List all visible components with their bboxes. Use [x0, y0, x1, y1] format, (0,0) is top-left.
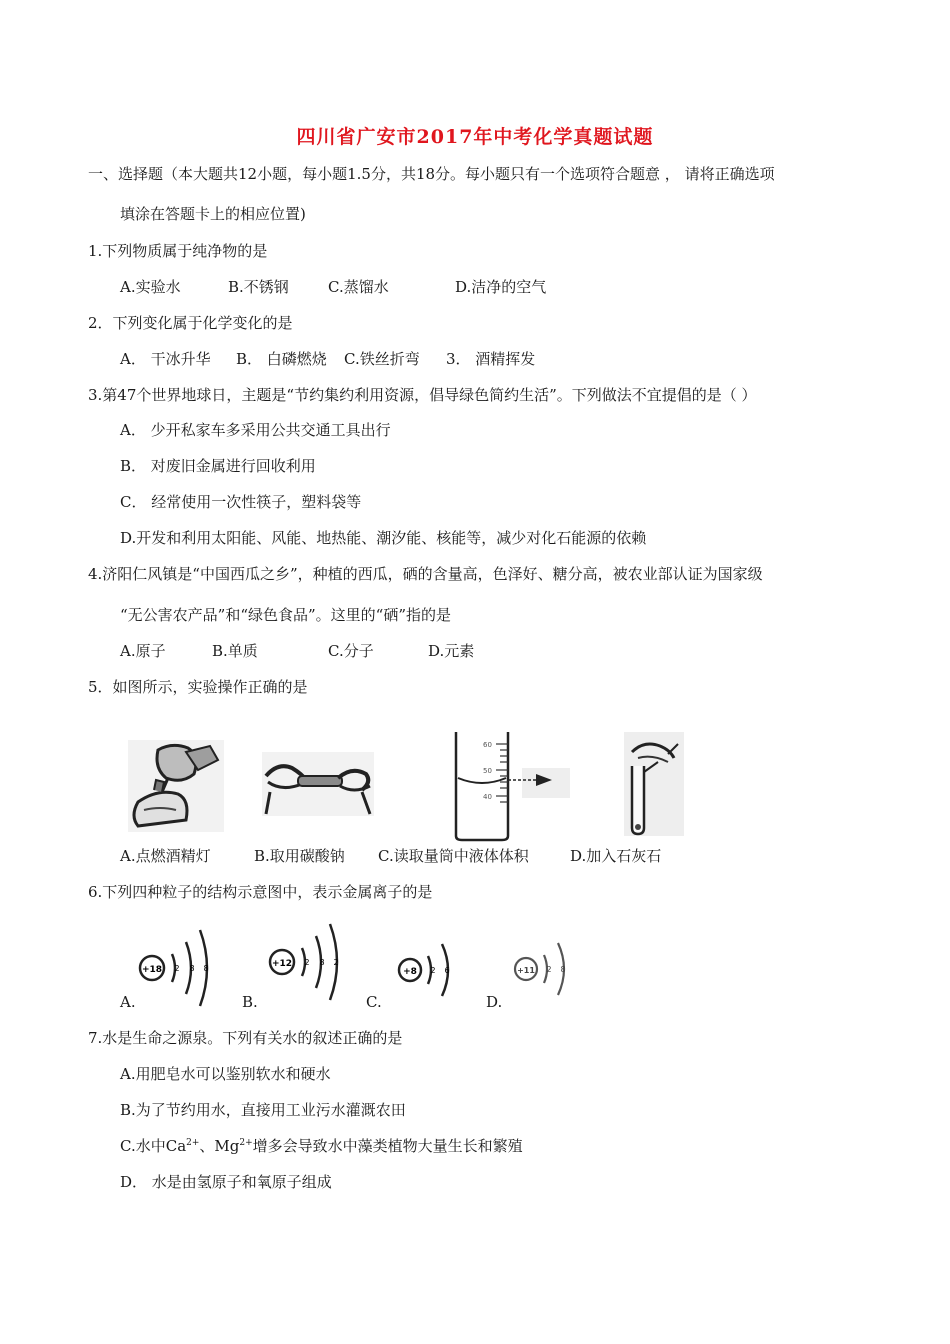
nucleus-charge: +12: [271, 959, 293, 969]
shell-electron-count: 2: [174, 964, 180, 973]
shell-electron-count: 2: [430, 966, 436, 975]
atom-structure-d: [510, 938, 572, 1000]
graduated-cylinder-figure: [452, 730, 570, 842]
nucleus-charge: +11: [517, 966, 535, 975]
atom-structure-b: [264, 920, 348, 1002]
question-6-option-b: B.: [242, 993, 258, 1011]
shell-electron-count: 8: [203, 964, 209, 973]
calcium-charge: 2+: [186, 1138, 200, 1148]
question-4-option-a: A.原子: [120, 642, 166, 660]
shell-electron-count: 8: [319, 958, 325, 967]
question-1-option-b: B.不锈钢: [228, 278, 289, 296]
magnesium-charge: 2+: [239, 1138, 253, 1148]
shell-electron-count: 2: [546, 965, 552, 974]
question-1-stem: 1.下列物质属于纯净物的是: [88, 242, 268, 260]
question-4-option-b: B.单质: [212, 642, 258, 660]
question-2-option-d: 3． 酒精挥发: [446, 350, 536, 368]
question-2-option-c: C.铁丝折弯: [344, 350, 420, 368]
question-4-stem: 4.济阳仁风镇是“中国西瓜之乡”，种植的西瓜，硒的含量高，色泽好、糖分高，被农业部认证为国家级: [88, 565, 763, 583]
document-title: 四川省广安市2017年中考化学真题试题: [296, 126, 654, 148]
shell-electron-count: 8: [189, 964, 195, 973]
question-7-option-a: A.用肥皂水可以鉴别软水和硬水: [120, 1065, 331, 1083]
nucleus-charge: +8: [403, 967, 417, 977]
atom-structure-a: [134, 924, 214, 1008]
section-heading-continued: 填涂在答题卡上的相应位置): [120, 205, 306, 223]
question-5-option-d: D.加入石灰石: [570, 847, 662, 865]
question-2-option-a: A． 干冰升华: [120, 350, 211, 368]
question-2-stem: 2．下列变化属于化学变化的是: [88, 314, 293, 332]
question-4-option-c: C.分子: [328, 642, 374, 660]
question-6-option-d: D.: [486, 993, 503, 1011]
question-6-stem: 6.下列四种粒子的结构示意图中，表示金属离子的是: [88, 883, 433, 901]
cylinder-tick-label: 60: [483, 741, 492, 749]
sodium-carbonate-figure: [262, 752, 374, 816]
test-tube-figure: [624, 732, 684, 836]
question-4-stem-continued: “无公害农产品”和“绿色食品”。这里的“硒”指的是: [120, 606, 452, 624]
cylinder-tick-label: 50: [483, 767, 492, 775]
question-5-option-b: B.取用碳酸钠: [254, 847, 345, 865]
question-7-stem: 7.水是生命之源泉。下列有关水的叙述正确的是: [88, 1029, 403, 1047]
shell-electron-count: 2: [304, 958, 310, 967]
shell-electron-count: 2: [333, 958, 339, 967]
option-c-text-mid: 、Mg: [199, 1137, 240, 1155]
option-c-text-start: C.水中Ca: [120, 1137, 187, 1155]
atom-structure-c: [394, 940, 456, 1000]
question-5-option-c: C.读取量筒中液体体积: [378, 847, 529, 865]
question-3-option-b: B． 对废旧金属进行回收利用: [120, 457, 316, 475]
question-1-option-a: A.实验水: [120, 278, 181, 296]
question-4-option-d: D.元素: [428, 642, 475, 660]
question-3-option-a: A． 少开私家车多采用公共交通工具出行: [120, 421, 391, 439]
option-c-text-end: 增多会导致水中藻类植物大量生长和繁殖: [252, 1137, 523, 1155]
question-7-option-c: [120, 1136, 523, 1156]
question-1-option-d: D.洁净的空气: [455, 278, 547, 296]
question-6-option-a: A.: [120, 993, 136, 1011]
question-3-option-c: C． 经常使用一次性筷子，塑料袋等: [120, 493, 362, 511]
question-6-option-c: C.: [366, 993, 382, 1011]
question-5-option-a: A.点燃酒精灯: [120, 847, 211, 865]
question-2-option-b: B． 白磷燃烧: [236, 350, 327, 368]
question-3-stem: 3.第47个世界地球日，主题是“节约集约利用资源，倡导绿色简约生活”。下列做法不宜提倡的是（ ）: [88, 386, 757, 404]
question-5-stem: 5．如图所示，实验操作正确的是: [88, 678, 308, 696]
cylinder-tick-label: 40: [483, 793, 492, 801]
alcohol-lamp-figure: [128, 740, 224, 832]
question-1-option-c: C.蒸馏水: [328, 278, 389, 296]
question-7-option-b: B.为了节约用水，直接用工业污水灌溉农田: [120, 1101, 406, 1119]
question-7-option-d: D． 水是由氢原子和氧原子组成: [120, 1173, 332, 1191]
nucleus-charge: +18: [141, 965, 163, 975]
shell-electron-count: 8: [560, 965, 566, 974]
question-3-option-d: D.开发和利用太阳能、风能、地热能、潮汐能、核能等，减少对化石能源的依赖: [120, 529, 647, 547]
shell-electron-count: 6: [444, 966, 450, 975]
section-heading: 一、选择题（本大题共12小题，每小题1.5分，共18分。每小题只有一个选项符合题意 ， 请将正确选项: [88, 165, 775, 183]
